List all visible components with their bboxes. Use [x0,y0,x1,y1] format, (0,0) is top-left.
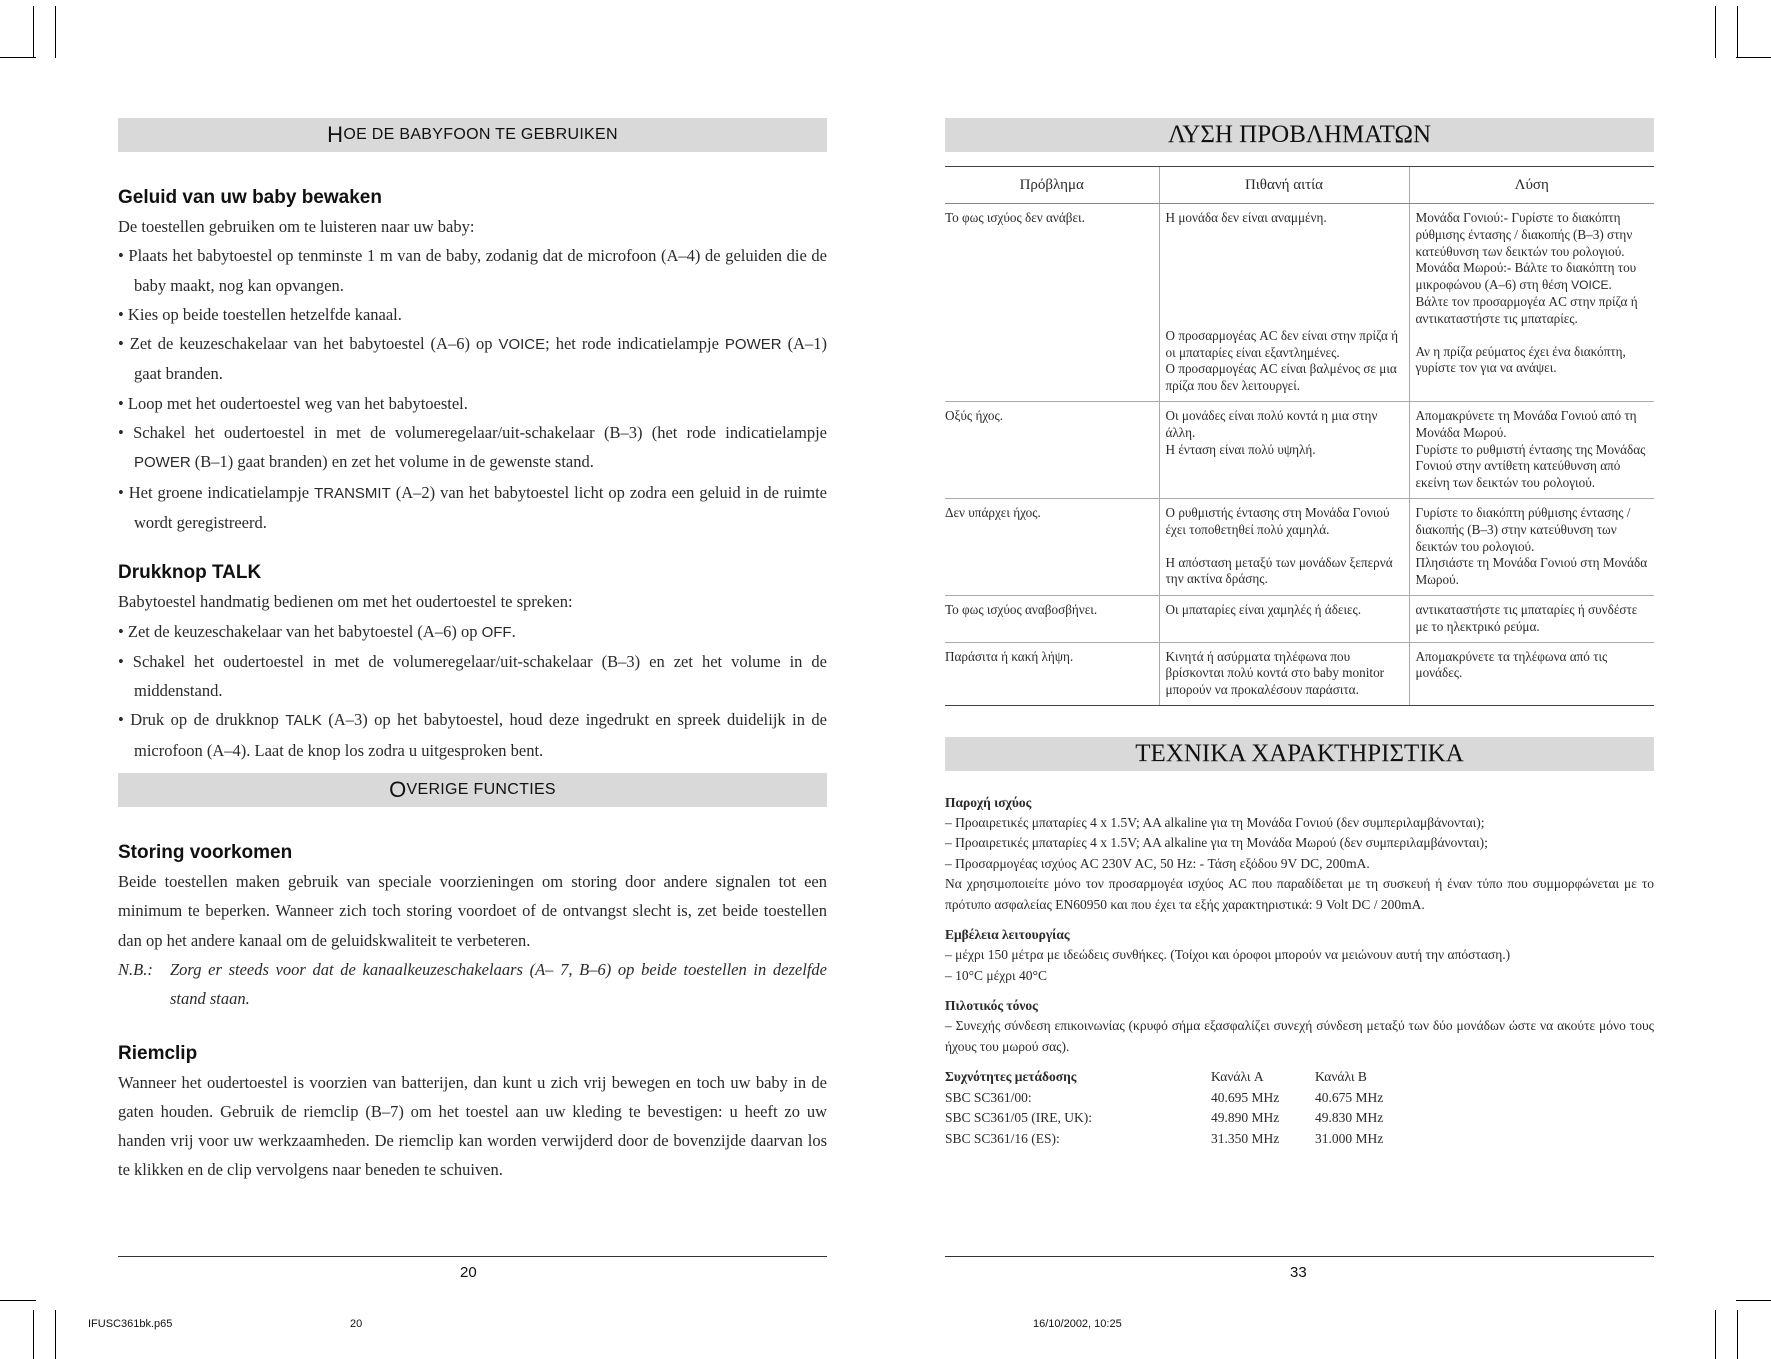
table-cell: Οι μονάδες είναι πολύ κοντά η μια στην άλλη. Η ένταση είναι πολύ υψηλή. [1159,401,1409,498]
crop-mark [1715,1310,1716,1359]
note-text: Zorg er steeds voor dat de kanaalkeuzeschakelaars (A– 7, B–6) op beide toestellen in dezelfde stand staan. [170,959,827,1009]
spec-line: – Προαιρετικές μπαταρίες 4 x 1.5V; AA alkaline για τη Μονάδα Γονιού (δεν συμπεριλαμβάνονται); [945,814,1485,830]
footer-filename: IFUSC361bk.p65 [88,1318,173,1330]
spec-heading-pilot: Πιλοτικός τόνος [945,998,1038,1014]
crop-mark [1737,1310,1738,1359]
spec-line: – Προαιρετικές μπαταρίες 4 x 1.5V; AA alkaline για τη Μονάδα Μωρού (δεν συμπεριλαμβάνονται); [945,835,1488,851]
table-cell: 40.675 MHz [1315,1089,1384,1105]
list-item: • Zet de keuzeschakelaar van het babytoestel (A–6) op OFF. [118,621,516,641]
column-header: Συχνότητες μετάδοσης [945,1069,1077,1085]
bullet-list [118,617,827,765]
crop-mark [55,1310,56,1359]
list-item: • Schakel het oudertoestel in met de volumeregelaar/uit-schakelaar (B–3) en zet het volume in de middenstand. [118,651,827,701]
spec-heading-power: Παροχή ισχύος [945,794,1032,810]
spec-line: – μέχρι 150 μέτρα με ιδεώδεις συνθήκες. (Τοίχοι και όροφοι μπορούν να μειώνουν αυτή την απόσταση.) [945,947,1511,963]
table-cell: Το φως ισχύος αναβοσβήνει. [945,595,1159,642]
section-banner-other [118,773,827,807]
right-page [945,118,1654,1149]
column-header: Πρόβλημα [945,167,1159,204]
table-row [945,642,1654,705]
spec-line: Να χρησιμοποιείτε μόνο τον προσαρμογέα ισχύος AC που παραδίδεται με τη συσκευή ή έναν τύπο που συμμορφώνεται με το πρότυπο ασφαλείας EN60950 και που έχει τα εξής χαρακτηριστικά: 9 Volt DC / 200mA. [945,876,1654,912]
heading-monitor-sound: Geluid van uw baby bewaken [118,187,382,208]
table-cell: Κινητά ή ασύρματα τηλέφωνα που βρίσκονται πολύ κοντά στο baby monitor μπορούν να προκαλέσουν παράσιτα. [1159,642,1409,705]
left-page [118,118,827,1185]
spec-heading-range: Εμβέλεια λειτουργίας [945,927,1070,943]
crop-mark [1715,6,1716,58]
frequency-table [945,1067,1425,1149]
intro-text: Babytoestel handmatig bedienen om met het oudertoestel te spreken: [118,592,573,612]
list-item: • Het groene indicatielampje TRANSMIT (A–2) van het babytoestel licht op zodra een geluid in de ruimte wordt geregistreerd. [118,482,827,532]
footer-date: 16/10/2002, 10:25 [1033,1318,1122,1330]
intro-text: De toestellen gebruiken om te luisteren naar uw baby: [118,217,475,236]
table-cell: Μονάδα Γονιού:- Γυρίστε το διακόπτη ρύθμισης έντασης / διακοπής (B–3) στην κατεύθυνση των δεικτών του ρολογιού. Μονάδα Μωρού:- Βάλτε το διακόπτη του μικροφώνου (A–6) στη θέση VOICE. Βάλτε τον προσαρμογέα AC στην πρίζα ή αντικαταστήστε τις μπαταρίες. Αν η πρίζα ρεύματος έχει ένα διακόπτη, γυρίστε τον για να ανάψει. [1409,204,1654,402]
table-cell: Γυρίστε το διακόπτη ρύθμισης έντασης / διακοπής (B–3) στην κατεύθυνση των δεικτών του ρολογιού. Πλησιάστε τη Μονάδα Γονιού στη Μονάδα Μωρού. [1409,498,1654,595]
table-cell: Οξύς ήχος. [945,401,1159,498]
footer-rule [118,1256,827,1257]
table-cell: Απομακρύνετε τα τηλέφωνα από τις μονάδες. [1409,642,1654,705]
table-header-row [945,1067,1425,1088]
list-item: • Loop met het oudertoestel weg van het babytoestel. [118,393,468,413]
table-cell: Ο ρυθμιστής έντασης στη Μονάδα Γονιού έχει τοποθετηθεί πολύ χαμηλά. Η απόσταση μεταξύ των μονάδων ξεπερνά την ακτίνα δράσης. [1159,498,1409,595]
table-cell: 31.000 MHz [1315,1130,1384,1146]
column-header: Κανάλι B [1315,1069,1367,1085]
troubleshooting-table [945,166,1654,706]
crop-mark [1736,57,1771,58]
table-cell: 31.350 MHz [1211,1130,1280,1146]
table-row [945,1088,1425,1109]
note-label: N.B.: [118,959,153,979]
section-banner-specs: ΤΕΧΝΙΚΑ ΧΑΡΑΚΤΗΡΙΣΤΙΚΑ [945,737,1654,771]
footer-rule [945,1256,1654,1257]
table-cell: Η μονάδα δεν είναι αναμμένη. Ο προσαρμογέας AC δεν είναι στην πρίζα ή οι μπαταρίες είναι εξαντλημένες. Ο προσαρμογέας AC είναι βαλμένος σε μια πρίζα που δεν λειτουργεί. [1159,204,1409,402]
table-cell: Οι μπαταρίες είναι χαμηλές ή άδειες. [1159,595,1409,642]
list-item: • Schakel het oudertoestel in met de volumeregelaar/uit-schakelaar (B–3) (het rode indicatielampje POWER (B–1) gaat branden) en zet het volume in de gewenste stand. [118,423,827,472]
table-row [945,1129,1425,1150]
note [118,955,827,1014]
table-cell: 49.830 MHz [1315,1110,1384,1126]
table-cell: Παράσιτα ή κακή λήψη. [945,642,1159,705]
table-cell: SBC SC361/16 (ES): [945,1130,1060,1146]
heading-interference: Storing voorkomen [118,842,293,864]
page-number: 33 [1290,1264,1307,1281]
banner-text: VERIGE FUNCTIES [406,781,556,799]
heading-talk-button: Drukknop TALK [118,562,262,584]
paragraph: Beide toestellen maken gebruik van speciale voorzieningen om storing door andere signalen tot een minimum te beperken. Wanneer zich toch storing voordoet of de ontvangst slecht is, zet beide toestellen dan op het andere kanaal om de geluidskwaliteit te verbeteren. [118,872,827,950]
list-item: • Druk op de drukknop TALK (A–3) op het babytoestel, houd deze ingedrukt en spreek duidelijk in de microfoon (A–4). Laat de knop los zodra u uitgesproken bent. [118,710,828,760]
bullet-list [118,241,827,537]
spec-line: – 10°C μέχρι 40°C [945,967,1047,983]
column-header: Πιθανή αιτία [1159,167,1409,204]
table-cell: αντικαταστήστε τις μπαταρίες ή συνδέστε με το ηλεκτρικό ρεύμα. [1409,595,1654,642]
column-header: Λύση [1409,167,1654,204]
banner-text: OE DE BABYFOON TE GEBRUIKEN [343,126,618,143]
list-item: • Plaats het babytoestel op tenminste 1 m van de baby, zodanig dat de microfoon (A–4) de geluiden die de baby maakt, nog kan opvangen. [118,246,828,295]
page-number: 20 [460,1264,477,1281]
table-cell: 40.695 MHz [1211,1089,1280,1105]
crop-mark [0,1300,36,1301]
spec-line: – Προσαρμογέας ισχύος AC 230V AC, 50 Hz: - Τάση εξόδου 9V DC, 200mA. [945,855,1370,871]
list-item: • Kies op beide toestellen hetzelfde kanaal. [118,304,402,324]
crop-mark [33,6,34,58]
heading-belt-clip: Riemclip [118,1042,198,1064]
table-cell: Δεν υπάρχει ήχος. [945,498,1159,595]
crop-mark [0,57,36,58]
table-row [945,1108,1425,1129]
crop-mark [1737,6,1738,58]
crop-mark [33,1310,34,1359]
banner-cap: H [327,122,344,147]
column-header: Κανάλι A [1211,1069,1264,1085]
paragraph: Wanneer het oudertoestel is voorzien van batterijen, dan kunt u zich vrij bewegen en toch uw baby in de gaten houden. Gebruik de riemclip (B–7) om het toestel aan uw kleding te bevestigen: u heeft zo uw handen vrij voor uw werkzaamheden. De riemclip kan worden verwijderd door de bovenzijde daarvan los te klikken en de clip vervolgens naar beneden te schuiven. [118,1072,827,1180]
crop-mark [1736,1300,1771,1301]
table-header-row [945,167,1654,204]
section-banner-usage [118,118,827,152]
table-cell: SBC SC361/00: [945,1089,1032,1105]
footer-page: 20 [350,1318,363,1330]
table-cell: Το φως ισχύος δεν ανάβει. [945,204,1159,402]
crop-mark [55,6,56,58]
list-item: • Zet de keuzeschakelaar van het babytoestel (A–6) op VOICE; het rode indicatielampje POWER (A–1) gaat branden. [118,334,827,384]
table-cell: Απομακρύνετε τη Μονάδα Γονιού από τη Μονάδα Μωρού. Γυρίστε το ρυθμιστή έντασης της Μονάδας Γονιού στην αντίθετη κατεύθυνση από εκείνη των δεικτών του ρολογιού. [1409,401,1654,498]
spec-line: – Συνεχής σύνδεση επικοινωνίας (κρυφό σήμα εξασφαλίζει συνεχή σύνδεση μεταξύ των δύο μονάδων ώστε να ακούτε μόνο τους ήχους του μωρού σας). [945,1018,1654,1054]
table-cell: 49.890 MHz [1211,1110,1280,1126]
table-row [945,595,1654,642]
table-row [945,401,1654,498]
banner-cap: O [389,777,407,803]
table-row [945,498,1654,595]
section-banner-troubleshooting: ΛΥΣΗ ΠΡΟΒΛΗΜΑΤΩΝ [945,118,1654,152]
table-cell: SBC SC361/05 (IRE, UK): [945,1110,1093,1126]
table-row [945,204,1654,402]
